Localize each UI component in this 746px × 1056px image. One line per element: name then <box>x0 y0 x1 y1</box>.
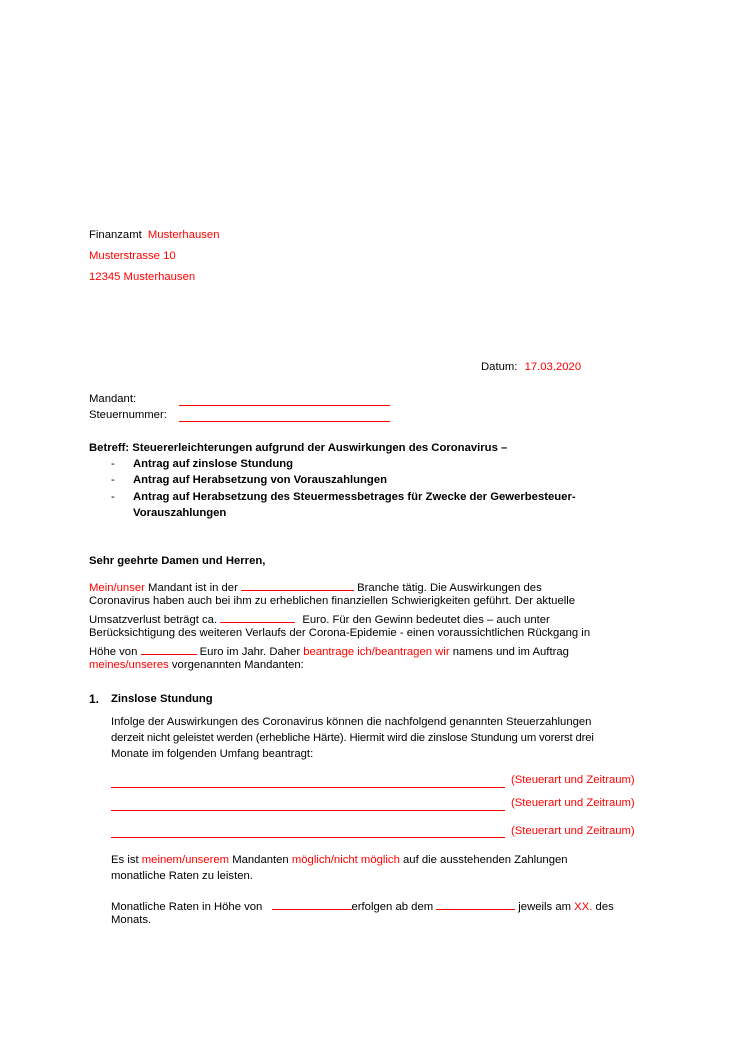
rates-red: XX. <box>574 901 593 913</box>
tax-field-1[interactable] <box>111 787 505 788</box>
rates-text-a: Monatliche Raten in Höhe von <box>111 901 263 913</box>
rates-text-b: erfolgen ab dem <box>351 901 434 913</box>
subject-dash-1: - <box>111 458 115 470</box>
subject-item-3-cont: Vorauszahlungen <box>133 507 227 519</box>
intro-text-1a: Mandant ist in der <box>148 582 238 594</box>
installment-red-1: meinem/unserem <box>141 854 230 866</box>
address-block <box>89 229 219 241</box>
intro-line-3 <box>89 611 550 626</box>
tax-field-2[interactable] <box>111 810 505 811</box>
installment-text-c: auf die ausstehenden Zahlungen <box>403 854 568 866</box>
installment-line-1 <box>111 854 568 866</box>
intro-line-5 <box>89 643 569 658</box>
tax-field-3-label: (Steuerart und Zeitraum) <box>511 825 635 837</box>
intro-text-5b: Euro im Jahr. Daher <box>199 646 301 658</box>
subject-item-2: Antrag auf Herabsetzung von Vorauszahlungen <box>133 474 387 486</box>
rueckgang-field[interactable] <box>141 643 197 655</box>
intro-text-3a: Umsatzverlust beträgt ca. <box>89 614 218 626</box>
intro-red-6: meines/unseres <box>89 659 169 671</box>
installment-text-b: Mandanten <box>232 854 289 866</box>
rates-line-2: Monats. <box>111 914 152 926</box>
intro-text-5c: namens und im Auftrag <box>452 646 569 658</box>
section-1-number: 1. <box>89 692 100 706</box>
tax-field-3[interactable] <box>111 837 505 838</box>
steuernummer-field[interactable] <box>179 421 390 422</box>
rate-start-field[interactable] <box>436 898 515 910</box>
address-label: Finanzamt <box>89 229 142 241</box>
date-value: 17.03.2020 <box>524 361 582 373</box>
salutation: Sehr geehrte Damen und Herren, <box>89 555 266 567</box>
address-city: 12345 Musterhausen <box>89 271 196 283</box>
subject-item-1: Antrag auf zinslose Stundung <box>133 458 294 470</box>
subject-dash-2: - <box>111 474 115 486</box>
section-1-title: Zinslose Stundung <box>111 693 213 705</box>
subject-dash-3: - <box>111 491 115 503</box>
intro-red-1: Mein/unser <box>89 582 145 594</box>
intro-text-3b: Euro. Für den Gewinn bedeutet dies – auch unter <box>302 614 550 626</box>
subject-item-3: Antrag auf Herabsetzung des Steuermessbetrages für Zwecke der Gewerbesteuer- <box>133 491 576 503</box>
mandant-label: Mandant: <box>89 393 137 405</box>
section-1-line-1: Infolge der Auswirkungen des Coronavirus können die nachfolgend genannten Steuerzahlungen <box>111 716 592 728</box>
intro-line-6 <box>89 659 304 671</box>
intro-text-5a: Höhe von <box>89 646 138 658</box>
intro-line-4: Berücksichtigung des weiteren Verlaufs der Corona-Epidemie - einen voraussichtlichen Rückgang in <box>89 627 591 639</box>
installment-red-2: möglich/nicht möglich <box>291 854 400 866</box>
tax-field-2-label: (Steuerart und Zeitraum) <box>511 797 635 809</box>
steuernummer-label: Steuernummer: <box>89 409 167 421</box>
mandant-field[interactable] <box>179 405 390 406</box>
rates-text-d: des <box>595 901 614 913</box>
intro-line-2: Coronavirus haben auch bei ihm zu erheblichen finanziellen Schwierigkeiten geführt. Der aktuelle <box>89 595 576 607</box>
intro-red-5: beantrage ich/beantragen wir <box>303 646 450 658</box>
rates-text-c: jeweils am <box>518 901 572 913</box>
subject-title: Betreff: Steuererleichterungen aufgrund der Auswirkungen des Coronavirus – <box>89 442 508 454</box>
intro-line-1 <box>89 579 542 594</box>
section-1-line-2: derzeit nicht geleistet werden (erhebliche Härte). Hiermit wird die zinslose Stundung um vorerst drei <box>111 732 594 744</box>
rate-amount-field[interactable] <box>272 898 352 910</box>
address-name: Musterhausen <box>147 229 220 241</box>
section-1-line-3: Monate im folgenden Umfang beantragt: <box>111 748 314 760</box>
address-street: Musterstrasse 10 <box>89 250 176 262</box>
installment-line-2: monatliche Raten zu leisten. <box>111 870 253 882</box>
date-line <box>481 361 581 373</box>
tax-field-1-label: (Steuerart und Zeitraum) <box>511 774 635 786</box>
rates-line-1 <box>111 898 614 913</box>
date-label: Datum: <box>481 361 518 373</box>
intro-text-1b: Branche tätig. Die Auswirkungen des <box>357 582 542 594</box>
umsatzverlust-field[interactable] <box>220 611 295 623</box>
installment-text-a: Es ist <box>111 854 139 866</box>
branche-field[interactable] <box>241 579 354 591</box>
intro-text-6a: vorgenannten Mandanten: <box>171 659 304 671</box>
